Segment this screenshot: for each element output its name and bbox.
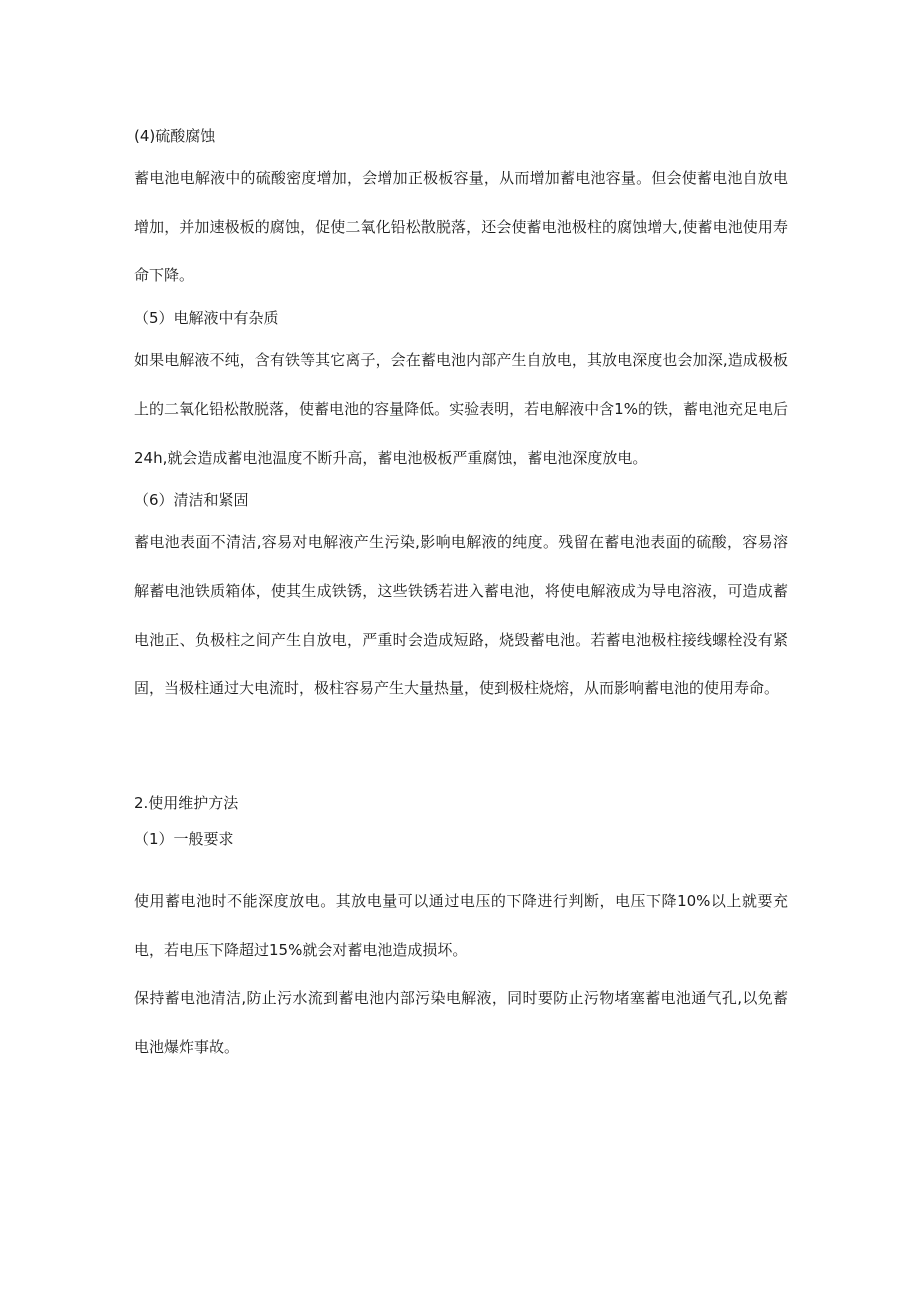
section-gap-small [134,857,788,877]
document-body [134,118,788,1072]
section-heading-maintenance: 2.使用维护方法 [134,794,239,813]
paragraph-cleanliness-requirement: 保持蓄电池清洁,防止污水流到蓄电池内部污染电解液，同时要防止污物堵塞蓄电池通气孔,以免蓄电池爆炸事故。 [134,989,788,1057]
paragraph-discharge-requirement: 使用蓄电池时不能深度放电。其放电量可以通过电压的下降进行判断，电压下降10%以上就要充电，若电压下降超过15%就会对蓄电池造成损坏。 [134,892,788,959]
section-heading-sulfuric-corrosion: (4)硫酸腐蚀 [134,127,216,145]
section-heading-general-requirements: （1）一般要求 [134,830,234,849]
section-heading-cleaning: （6）清洁和紧固 [134,491,249,510]
paragraph-impurities: 如果电解液不纯，含有铁等其它离子，会在蓄电池内部产生自放电，其放电深度也会加深,造成极板上的二氧化铅松散脱落，使蓄电池的容量降低。实验表明，若电解液中含1%的铁，蓄电池充足电后24h,就会造成蓄电池温度不断升高，蓄电池极板严重腐蚀，蓄电池深度放电。 [134,351,788,467]
paragraph-cleaning: 蓄电池表面不清洁,容易对电解液产生污染,影响电解液的纯度。残留在蓄电池表面的硫酸，容易溶解蓄电池铁质箱体，使其生成铁锈，这些铁锈若进入蓄电池，将使电解液成为导电溶液，可造成蓄电池正、负极柱之间产生自放电，严重时会造成短路，烧毁蓄电池。若蓄电池极柱接线螺栓没有紧固，当极柱通过大电流时，极柱容易产生大量热量，使到极柱烧熔，从而影响蓄电池的使用寿命。 [134,533,788,698]
paragraph-sulfuric-corrosion: 蓄电池电解液中的硫酸密度增加，会增加正极板容量，从而增加蓄电池容量。但会使蓄电池自放电增加，并加速极板的腐蚀，促使二氧化铅松散脱落，还会使蓄电池极柱的腐蚀增大,使蓄电池使用寿命下降。 [134,169,788,285]
section-heading-impurities: （5）电解液中有杂质 [134,309,279,328]
section-gap [134,713,788,785]
